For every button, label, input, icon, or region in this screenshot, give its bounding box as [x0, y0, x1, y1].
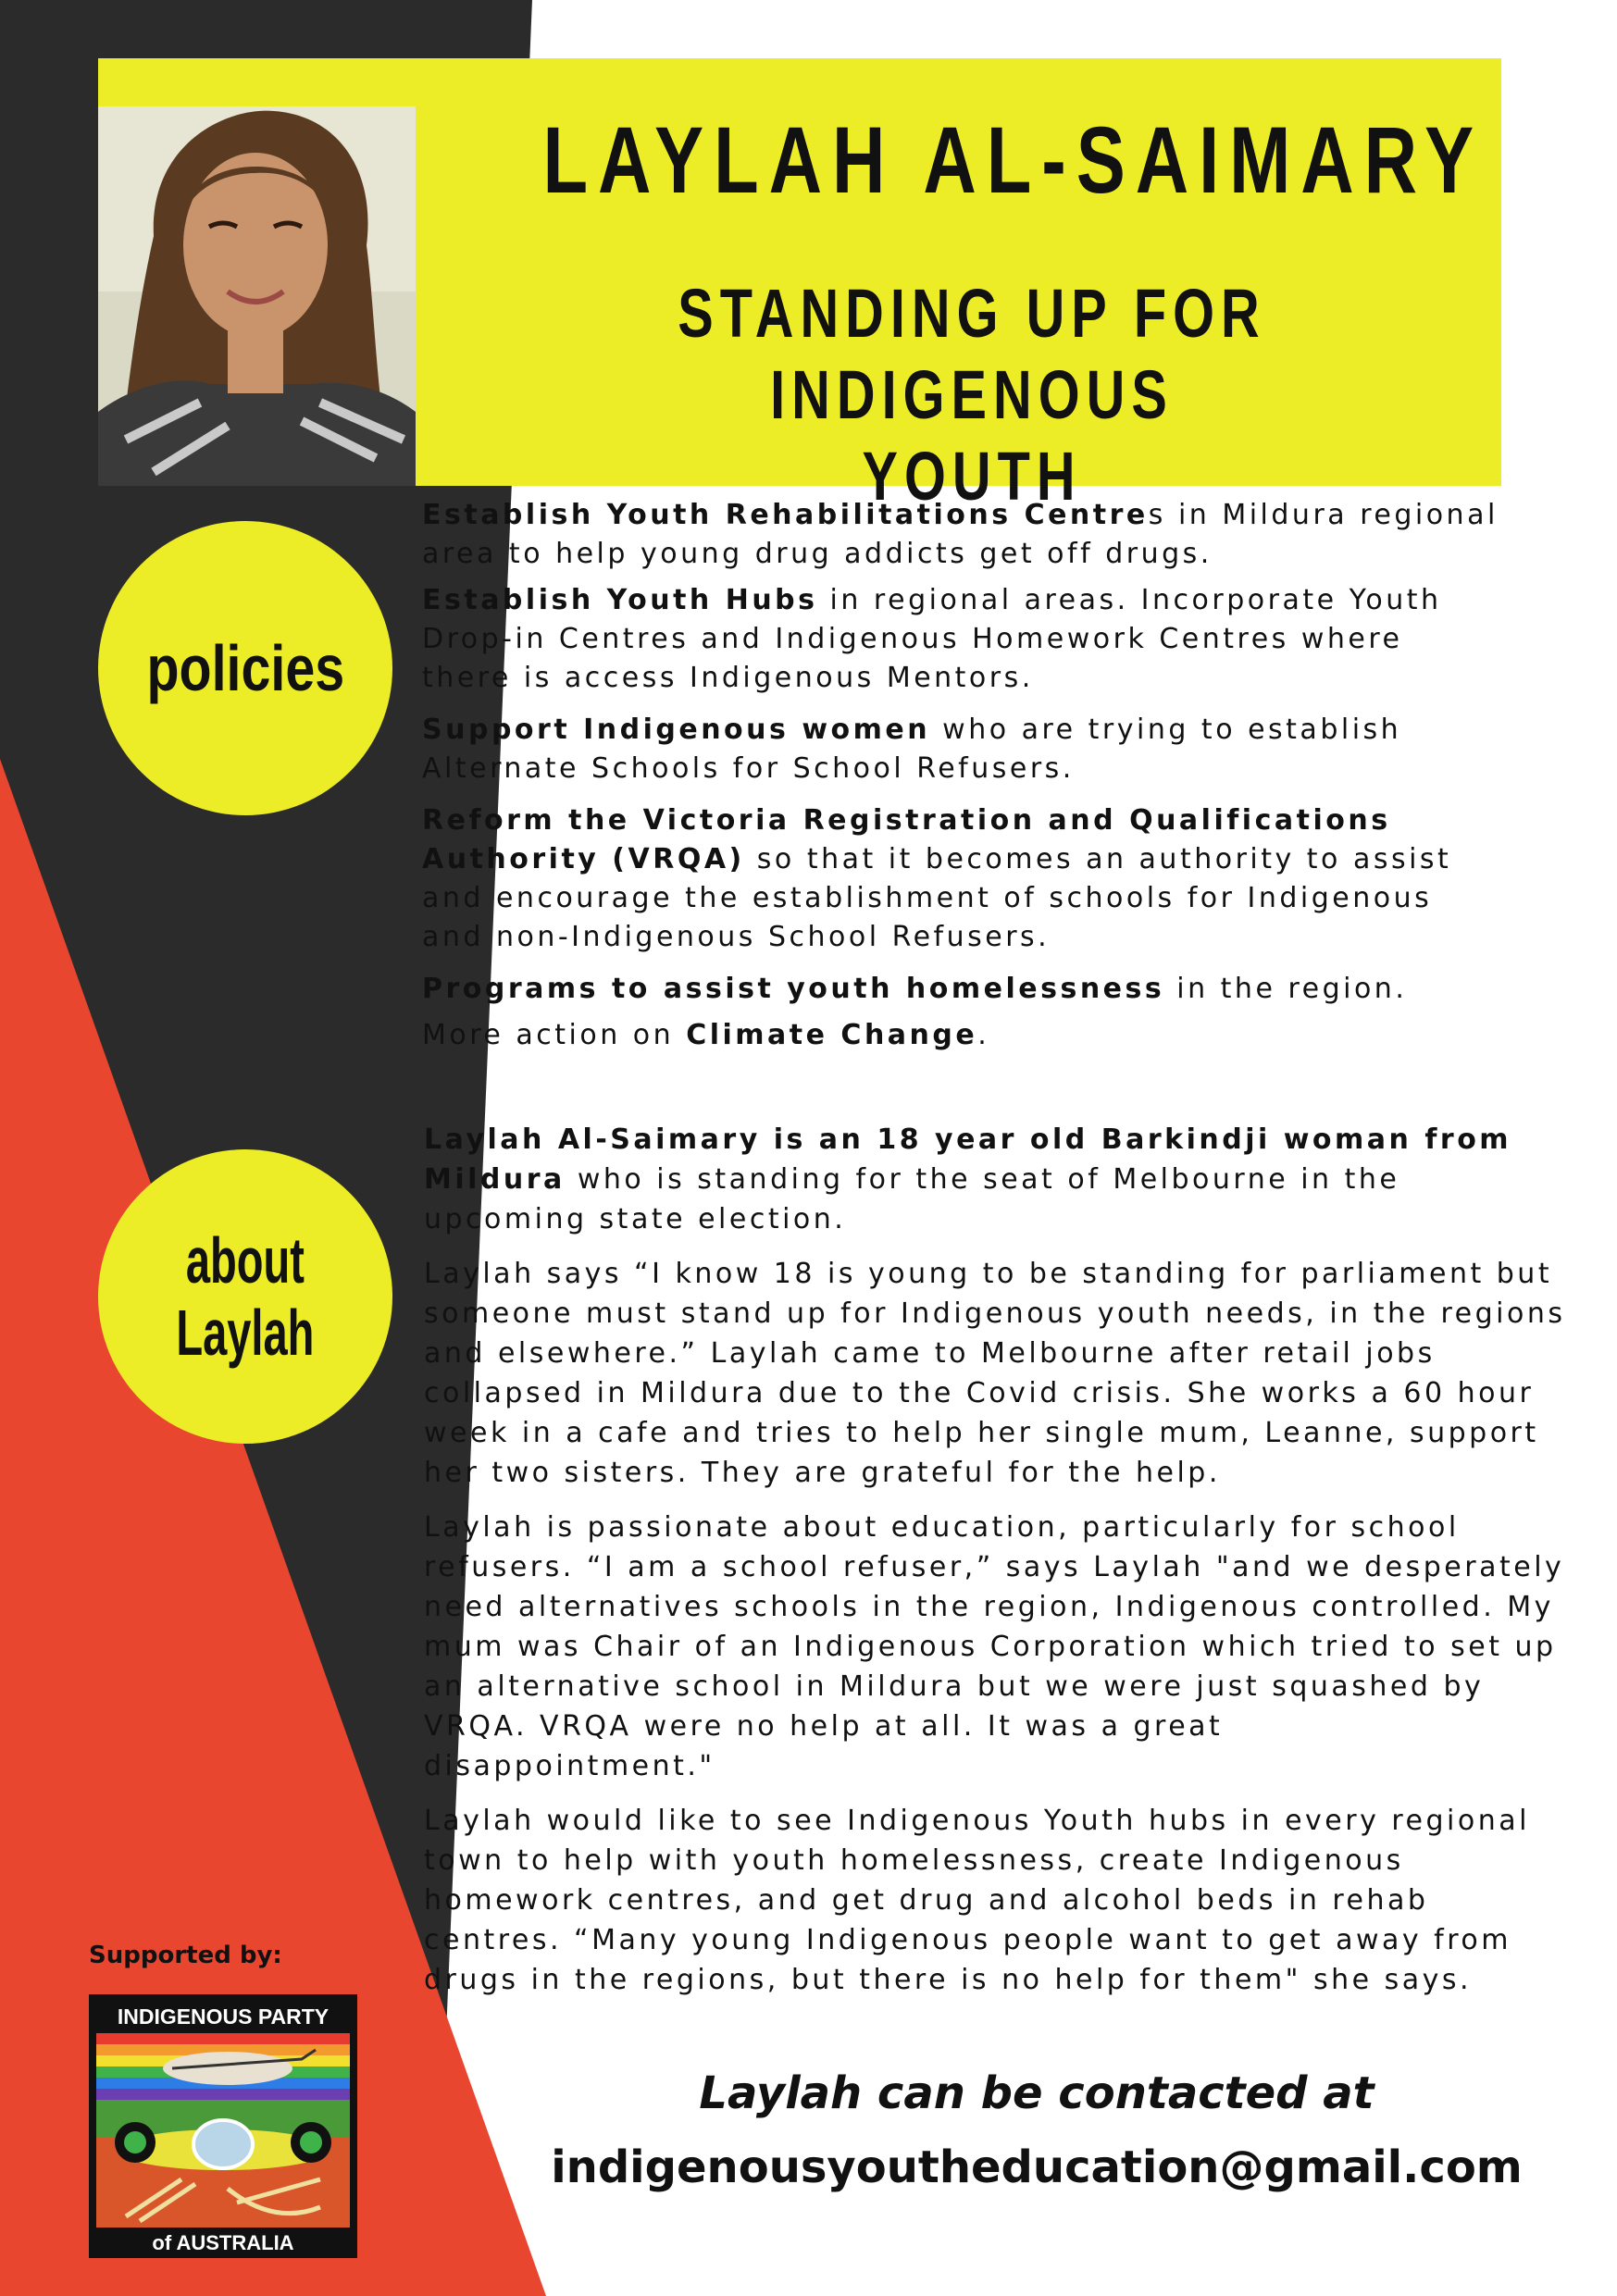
about-text-line: someone must stand up for Indigenous youth needs, in the regions — [424, 1297, 1566, 1330]
about-text-line: her two sisters. They are grateful for the help. — [424, 1457, 1221, 1489]
about-text-line: refusers. “I am a school refuser,” says Laylah "and we desperately — [424, 1551, 1565, 1583]
policies-list — [422, 496, 1514, 1055]
tagline-line-2: INDIGENOUS YOUTH — [770, 356, 1174, 515]
policy-item — [422, 496, 1514, 535]
about-heading: Mildura — [424, 1163, 566, 1196]
policy-item — [422, 1016, 1514, 1055]
policy-text-line: and encourage the establishment of schools for Indigenous — [422, 882, 1433, 914]
supported-by-label: Supported by: — [89, 1942, 282, 1969]
about-text-line: collapsed in Mildura due to the Covid crisis. She works a 60 hour — [424, 1377, 1535, 1409]
policy-item — [422, 801, 1514, 840]
policies-badge — [98, 521, 392, 815]
logo-bottom-text: of AUSTRALIA — [152, 2231, 294, 2254]
about-text-line: VRQA. VRQA were no help at all. It was a great — [424, 1710, 1224, 1743]
about-text-line: disappointment." — [424, 1750, 715, 1782]
policy-heading: Programs to assist youth homelessness — [422, 973, 1165, 1005]
about-text-line — [424, 1160, 1581, 1199]
policy-text: More action on — [422, 1019, 687, 1051]
policy-text-line — [422, 840, 1514, 879]
policy-text: who are trying to establish — [930, 714, 1402, 746]
about-text-line: Laylah says “I know 18 is young to be standing for parliament but — [424, 1258, 1553, 1290]
policy-item — [422, 581, 1514, 620]
about-text-line: and elsewhere.” Laylah came to Melbourne after retail jobs — [424, 1337, 1436, 1370]
contact-intro: Laylah can be contacted at — [699, 2067, 1374, 2119]
candidate-photo — [98, 106, 416, 486]
policy-text-line: Drop-in Centres and Indigenous Homework Centres where — [422, 623, 1403, 655]
about-label-line-2: Laylah — [176, 1297, 315, 1369]
policy-text: so that it becomes an authority to assist — [744, 843, 1452, 875]
policy-text: . — [977, 1019, 990, 1051]
about-text-line: centres. “Many young Indigenous people want to get away from — [424, 1924, 1511, 1956]
policy-text: in regional areas. Incorporate Youth — [817, 584, 1442, 616]
policy-text-line: Alternate Schools for School Refusers. — [422, 752, 1075, 785]
about-text-line: homework centres, and get drug and alcohol beds in rehab — [424, 1884, 1429, 1917]
about-section — [424, 1120, 1581, 2000]
about-label — [161, 1224, 330, 1369]
about-text-line: Laylah is passionate about education, particularly for school — [424, 1511, 1460, 1544]
policy-text-line: there is access Indigenous Mentors. — [422, 662, 1034, 694]
logo-top-text: INDIGENOUS PARTY — [117, 2004, 330, 2029]
contact-email[interactable]: indigenousyoutheducation@gmail.com — [551, 2141, 1523, 2193]
policy-heading: Authority (VRQA) — [422, 843, 745, 875]
about-text-line: an alternative school in Mildura but we were just squashed by — [424, 1670, 1485, 1703]
policy-heading: Establish Youth Rehabilitations Centre — [422, 499, 1149, 531]
about-text: who is standing for the seat of Melbourne in the — [565, 1163, 1400, 1196]
policies-label: policies — [146, 632, 344, 704]
candidate-name: LAYLAH AL-SAIMARY — [542, 107, 1485, 213]
policy-text: in the region. — [1164, 973, 1408, 1005]
about-text-line: drugs in the regions, but there is no help for them" she says. — [424, 1964, 1473, 1996]
about-text-line: upcoming state election. — [424, 1203, 847, 1235]
policy-heading: Climate Change — [686, 1019, 978, 1051]
about-text-line — [424, 1120, 1581, 1160]
indigenous-party-logo — [89, 1994, 357, 2258]
about-heading: Laylah Al-Saimary is an 18 year old Barkindji woman from — [424, 1123, 1512, 1156]
about-text-line: town to help with youth homelessness, create Indigenous — [424, 1844, 1404, 1877]
tagline-line-1: STANDING UP FOR — [678, 275, 1266, 352]
policy-text: s in Mildura regional — [1148, 499, 1499, 531]
policy-item — [422, 970, 1514, 1009]
contact-block — [518, 2064, 1555, 2201]
about-text-line: mum was Chair of an Indigenous Corporation which tried to set up — [424, 1631, 1557, 1663]
policy-heading: Establish Youth Hubs — [422, 584, 818, 616]
policy-text-line: area to help young drug addicts get off drugs. — [422, 538, 1213, 570]
policy-item — [422, 711, 1514, 750]
about-badge — [98, 1149, 392, 1444]
about-text-line: need alternatives schools in the region, Indigenous controlled. My — [424, 1591, 1554, 1623]
policy-heading: Support Indigenous women — [422, 714, 931, 746]
about-label-line-1: about — [185, 1224, 305, 1297]
policy-heading: Reform the Victoria Registration and Qualifications — [422, 804, 1391, 837]
policy-text-line: and non-Indigenous School Refusers. — [422, 921, 1051, 953]
tagline — [662, 273, 1283, 517]
about-text-line: week in a cafe and tries to help her single mum, Leanne, support — [424, 1417, 1539, 1449]
about-text-line: Laylah would like to see Indigenous Youth hubs in every regional — [424, 1805, 1530, 1837]
